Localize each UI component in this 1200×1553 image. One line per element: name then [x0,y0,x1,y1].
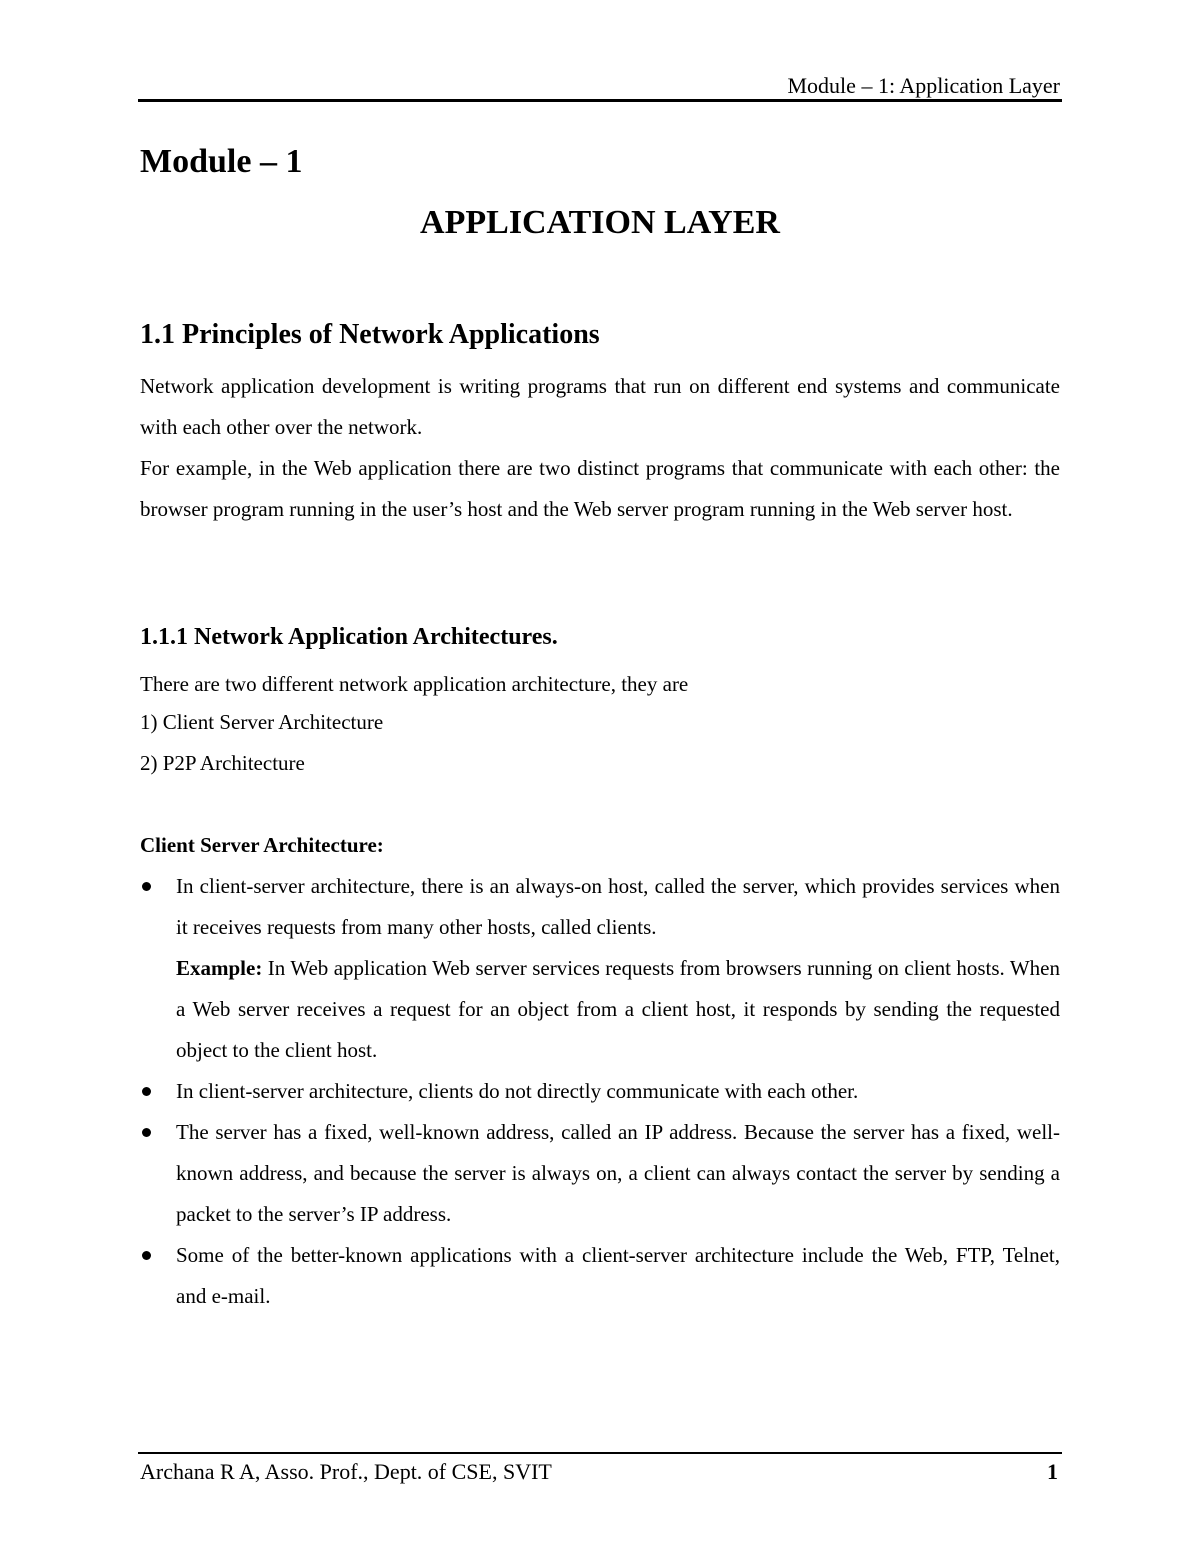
example-text: In Web application Web server services requests from browsers running on client hosts. When a Web server receives a request for an object from a client host, it responds by sending the requested object to the client host. [176,956,1061,1062]
section-paragraph: For example, in the Web application there are two distinct programs that communicate with each other: the browser program running in the user’s host and the Web server program running in the Web server host. [140,456,1060,521]
subsection-intro: There are two different network application architecture, they are [140,672,689,696]
footer-rule [138,1452,1062,1454]
subsection-heading: 1.1.1 Network Application Architectures. [140,624,558,650]
header-rule [138,99,1062,102]
section-paragraph: Network application development is writing programs that run on different end systems and communicate with each other over the network. [140,374,1060,439]
running-header: Module – 1: Application Layer [787,73,1060,98]
client-server-bullet-list [140,866,1060,1317]
bullet-text: Some of the better-known applications with a client-server architecture include the Web, FTP, Telnet, and e-mail. [176,1243,1060,1308]
architecture-list-item: 2) P2P Architecture [140,751,305,775]
bullet-item [140,1112,1060,1235]
bullet-item [140,1235,1060,1317]
bullet-icon [142,1128,151,1137]
bullet-icon [142,1251,151,1260]
example-label: Example: [176,956,263,980]
chapter-title: APPLICATION LAYER [420,204,780,241]
footer-author: Archana R A, Asso. Prof., Dept. of CSE, SVIT [140,1459,552,1484]
example-paragraph [176,948,1060,1071]
bullet-text: The server has a fixed, well-known address, called an IP address. Because the server has a fixed, well-known address, and because the server is always on, a client can always contact the server by sending a packet to the server’s IP address. [176,1120,1060,1226]
architecture-list-item: 1) Client Server Architecture [140,710,384,734]
bullet-icon [142,1087,151,1096]
client-server-heading: Client Server Architecture: [140,833,384,857]
section-heading: 1.1 Principles of Network Applications [140,319,600,350]
module-title: Module – 1 [140,143,303,180]
bullet-item [140,1071,1060,1112]
bullet-item [140,866,1060,1071]
bullet-text: In client-server architecture, there is an always-on host, called the server, which provides services when it receives requests from many other hosts, called clients. [176,874,1060,939]
bullet-icon [142,882,151,891]
page-number: 1 [1047,1459,1058,1484]
bullet-text: In client-server architecture, clients do not directly communicate with each other. [176,1079,859,1103]
